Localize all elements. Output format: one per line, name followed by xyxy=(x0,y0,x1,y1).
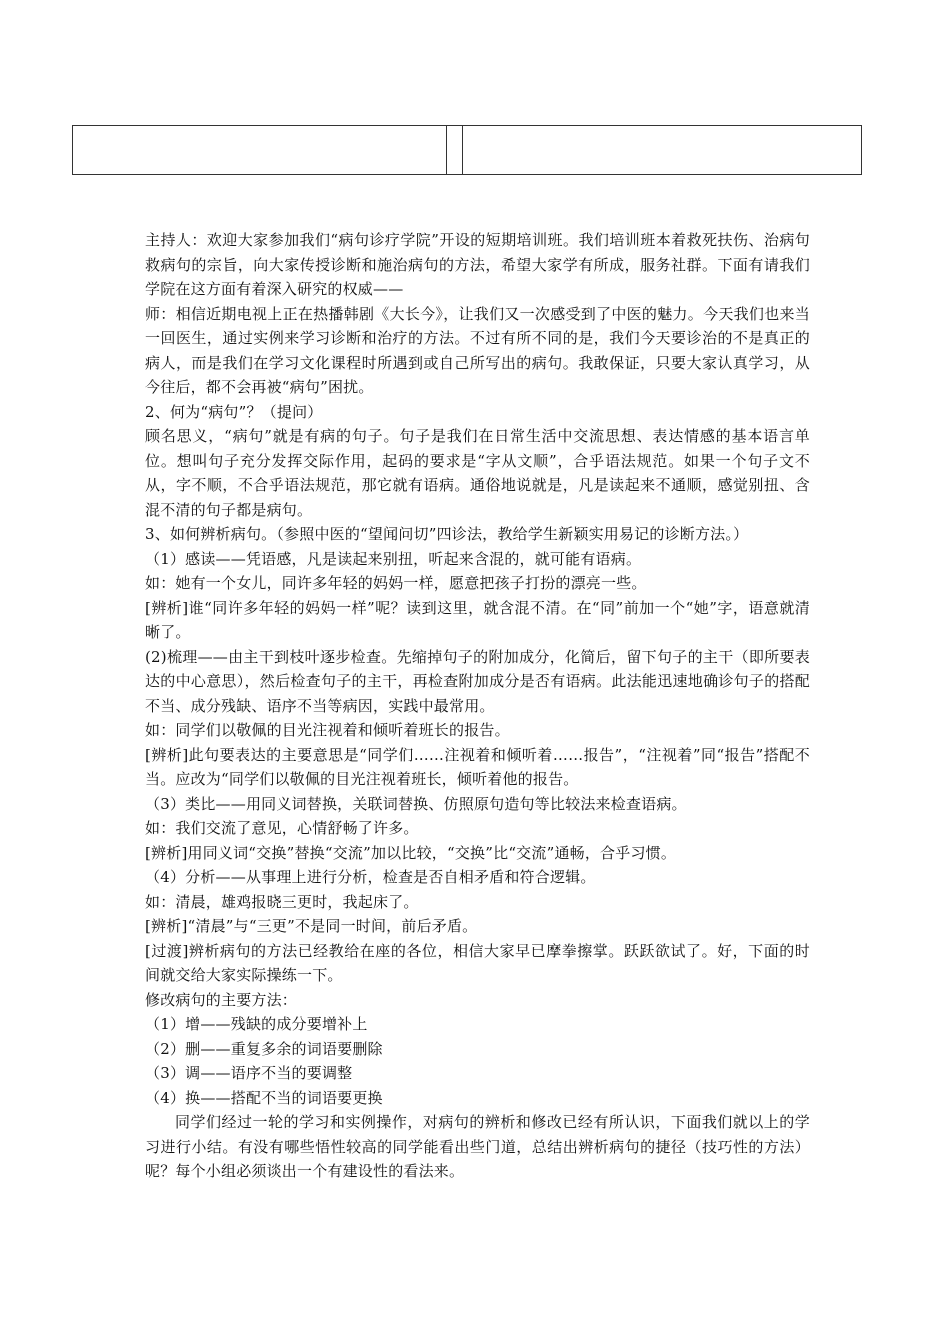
document-body xyxy=(145,228,810,1184)
example-2: 如：同学们以敬佩的目光注视着和倾听着班长的报告。 xyxy=(145,721,510,739)
method-3: （3）类比——用同义词替换，关联词替换、仿照原句造句等比较法来检查语病。 xyxy=(145,794,687,813)
table-divider xyxy=(462,126,463,174)
method-4: （4）分析——从事理上进行分析，检查是否自相矛盾和符合逻辑。 xyxy=(145,868,596,886)
analysis-2: [辨析]此句要表达的主要意思是“同学们……注视着和倾听着……报告”，“注视着”同“报告”搭配不当。应改为“同学们以敬佩的目光注视着班长，倾听着他的报告。 xyxy=(145,745,810,788)
paragraph-teacher-intro: 师：相信近期电视上正在热播韩剧《大长今》，让我们又一次感受到了中医的魅力。今天我们也来当一回医生，通过实例来学习诊断和治疗的方法。不过有所不同的是，我们今天要诊治的不是真正的病人，而是我们在学习文化课程时所遇到或自己所写出的病句。我敢保证，只要大家认真学习，从今往后，都不会再被“病句”困扰。 xyxy=(145,304,810,396)
paragraph-host-intro: 主持人：欢迎大家参加我们“病句诊疗学院”开设的短期培训班。我们培训班本着救死扶伤、治病句救病句的宗旨，向大家传授诊断和施治病句的方法，希望大家学有所成，服务社群。下面有请我们学院在这方面有着深入研究的权威—— xyxy=(145,231,810,298)
fix-method-1: （1）增——残缺的成分要增补上 xyxy=(145,1015,368,1033)
header-table xyxy=(72,125,862,175)
fix-method-3: （3）调——语序不当的要调整 xyxy=(145,1064,353,1082)
fix-methods-heading: 修改病句的主要方法： xyxy=(145,990,298,1009)
paragraph-definition: 顾名思义，“病句”就是有病的句子。句子是我们在日常生活中交流思想、表达情感的基本语言单位。想叫句子充分发挥交际作用，起码的要求是“字从文顺”，合乎语法规范。如果一个句子文不从，字不顺，不合乎语法规范，那它就有语病。通俗地说就是，凡是读起来不通顺，感觉别扭、含混不清的句子都是病句。 xyxy=(145,427,810,519)
table-divider xyxy=(446,126,447,174)
analysis-1: [辨析]谁“同许多年轻的妈妈一样”呢？读到这里，就含混不清。在“同”前加一个“她”字，语意就清晰了。 xyxy=(145,598,810,641)
section-heading-2: 2、何为“病句”？（提问） xyxy=(145,402,323,421)
analysis-4: [辨析]“清晨”与“三更”不是同一时间，前后矛盾。 xyxy=(145,917,478,935)
method-2: (2)梳理——由主干到枝叶逐步检查。先缩掉句子的附加成分，化简后，留下句子的主干（即所要表达的中心意思），然后检查句子的主干，再检查附加成分是否有语病。此法能迅速地确诊句子的搭配不当、成分残缺、语序不当等病因，实践中最常用。 xyxy=(145,647,810,715)
fix-method-2: （2）删——重复多余的词语要删除 xyxy=(145,1039,383,1058)
example-3: 如：我们交流了意见，心情舒畅了许多。 xyxy=(145,819,419,837)
summary-paragraph: 同学们经过一轮的学习和实例操作，对病句的辨析和修改已经有所认识，下面我们就以上的学习进行小结。有没有哪些悟性较高的同学能看出些门道，总结出辨析病句的捷径（技巧性的方法）呢？每个小组必须谈出一个有建设性的看法来。 xyxy=(145,1113,810,1180)
section-heading-3: 3、如何辨析病句。（参照中医的“望闻问切”四诊法，教给学生新颖实用易记的诊断方法。） xyxy=(145,525,749,543)
example-1: 如：她有一个女儿，同许多年轻的妈妈一样，愿意把孩子打扮的漂亮一些。 xyxy=(145,574,647,592)
method-1: （1）感读——凭语感，凡是读起来别扭，听起来含混的，就可能有语病。 xyxy=(145,549,642,568)
fix-method-4: （4）换——搭配不当的词语要更换 xyxy=(145,1088,383,1107)
transition: [过渡]辨析病句的方法已经教给在座的各位，相信大家早已摩拳擦掌。跃跃欲试了。好，下面的时间就交给大家实际操练一下。 xyxy=(145,941,810,984)
example-4: 如：清晨，雄鸡报晓三更时，我起床了。 xyxy=(145,892,419,911)
analysis-3: [辨析]用同义词“交换”替换“交流”加以比较，“交换”比“交流”通畅，合乎习惯。 xyxy=(145,843,677,862)
